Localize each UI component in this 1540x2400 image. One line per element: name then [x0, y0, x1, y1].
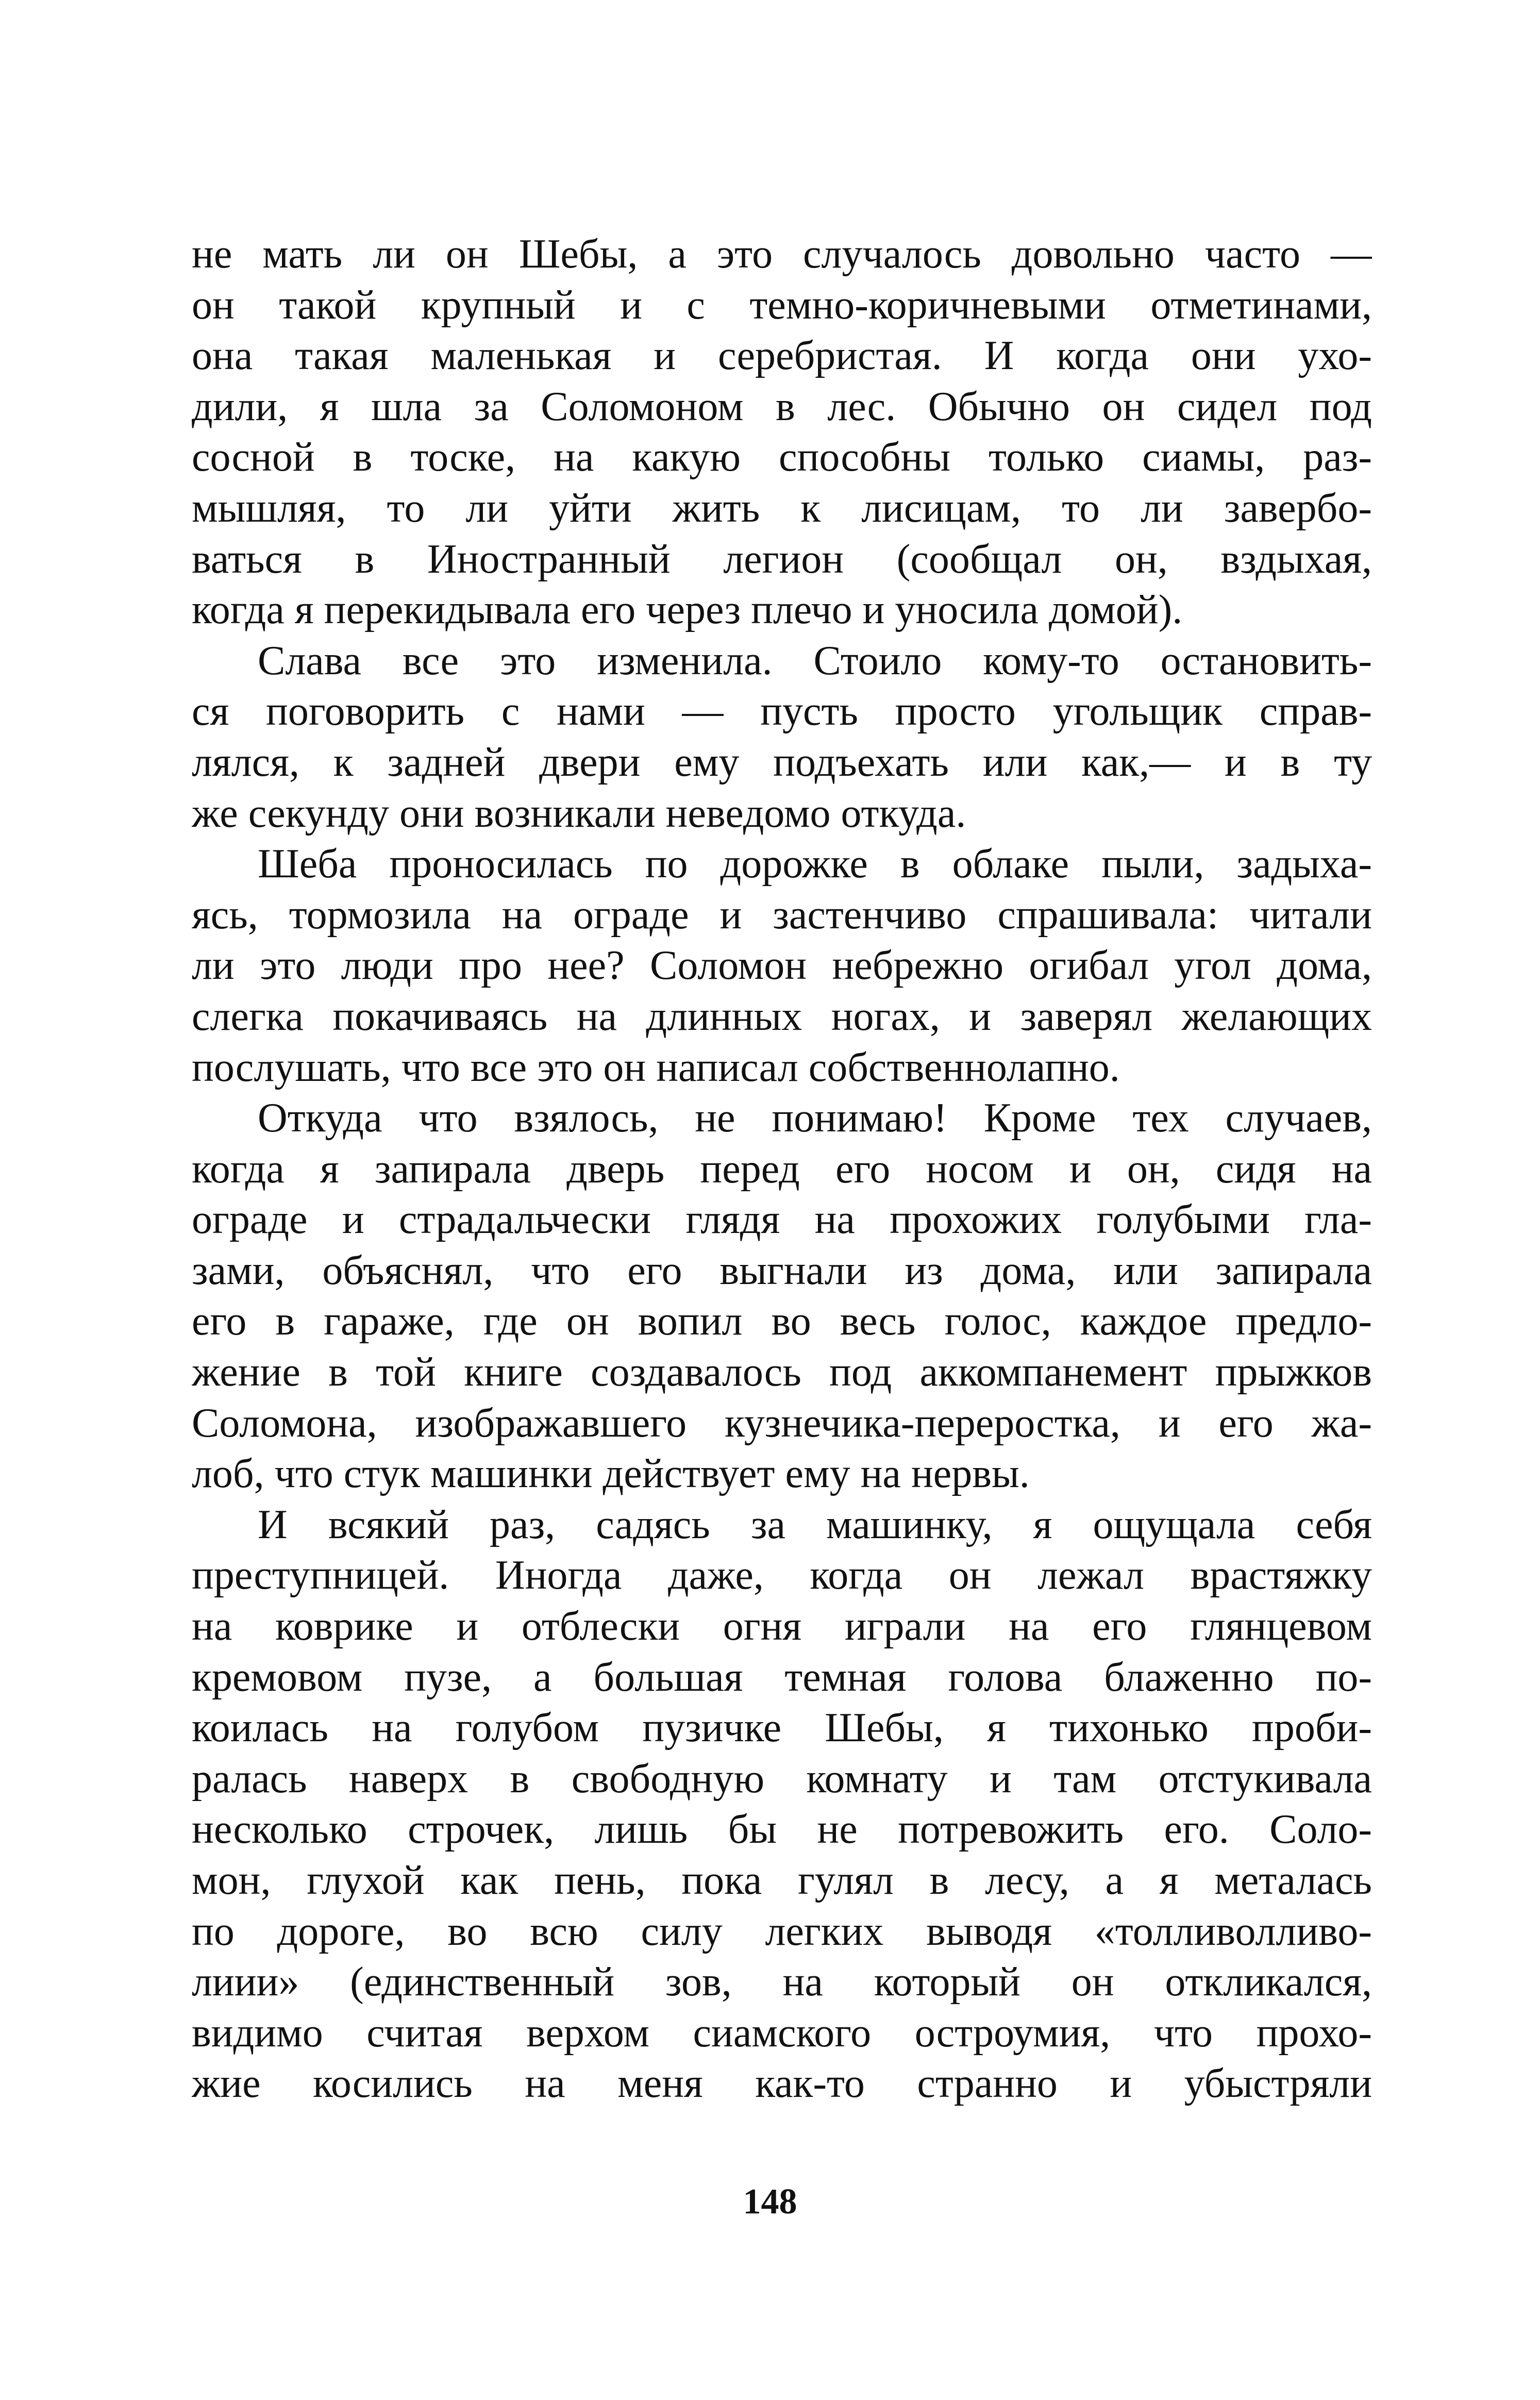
text-line: кремовом пузе, а большая темная голова блаженно по- [192, 1654, 1372, 1700]
text-line: не мать ли он Шебы, а это случалось довольно часто — [192, 231, 1372, 277]
text-line: ваться в Иностранный легион (сообщал он, вздыхая, [192, 536, 1372, 582]
text-line: зами, объяснял, что его выгнали из дома, или запирала [192, 1247, 1372, 1293]
text-line: жие косились на меня как-то странно и убыстряли [192, 2061, 1372, 2107]
page-number: 148 [743, 2182, 797, 2222]
text-line: Откуда что взялось, не понимаю! Кроме тех случаев, [258, 1095, 1372, 1141]
text-line: на коврике и отблески огня играли на его глянцевом [192, 1604, 1372, 1649]
text-line: когда я перекидывала его через плечо и уносила домой). [192, 587, 1183, 633]
text-line: лиии» (единственный зов, на который он откликался, [192, 1959, 1372, 2005]
text-line: ралась наверх в свободную комнату и там отстукивала [192, 1756, 1372, 1802]
text-line: сосной в тоске, на какую способны только сиамы, раз- [192, 435, 1372, 480]
text-line: лоб, что стук машинки действует ему на нервы. [192, 1451, 1030, 1497]
text-line: ся поговорить с нами — пусть просто угольщик справ- [192, 689, 1372, 735]
text-line: дили, я шла за Соломоном в лес. Обычно он сидел под [192, 384, 1372, 429]
text-line: слегка покачиваясь на длинных ногах, и заверял желающих [192, 993, 1372, 1039]
text-line: ограде и страдальчески глядя на прохожих голубыми гла- [192, 1197, 1372, 1243]
text-line: она такая маленькая и серебристая. И когда они ухо- [192, 333, 1372, 379]
text-line: несколько строчек, лишь бы не потревожить его. Соло- [192, 1807, 1372, 1853]
text-line: И всякий раз, садясь за машинку, я ощущала себя [258, 1502, 1372, 1547]
text-line: Слава все это изменила. Стоило кому-то остановить- [258, 638, 1372, 684]
text-line: ли это люди про нее? Соломон небрежно огибал угол дома, [192, 943, 1372, 989]
text-line: послушать, что все это он написал собственнолапно. [192, 1044, 1120, 1090]
paragraph-2 [192, 636, 1372, 839]
text-line: когда я запирала дверь перед его носом и он, сидя на [192, 1146, 1372, 1192]
paragraph-4 [192, 1093, 1372, 1499]
text-line: мон, глухой как пень, пока гулял в лесу, а я металась [192, 1858, 1372, 1903]
text-line: лялся, к задней двери ему подъехать или как,— и в ту [192, 739, 1372, 785]
text-line: Соломона, изображавшего кузнечика-переростка, и его жа- [192, 1400, 1372, 1446]
text-line: коилась на голубом пузичке Шебы, я тихонько проби- [192, 1705, 1372, 1751]
paragraph-3 [192, 839, 1372, 1093]
text-line: мышляя, то ли уйти жить к лисицам, то ли завербо- [192, 485, 1372, 531]
text-line: по дороге, во всю силу легких выводя «толливолливо- [192, 1908, 1372, 1954]
paragraph-5 [192, 1499, 1372, 2109]
text-line: видимо считая верхом сиамского остроумия, что прохо- [192, 2010, 1372, 2056]
text-line: жение в той книге создавалось под аккомпанемент прыжков [192, 1349, 1372, 1395]
text-line: он такой крупный и с темно-коричневыми отметинами, [192, 282, 1372, 328]
text-line: Шеба проносилась по дорожке в облаке пыли, задыха- [258, 841, 1372, 887]
paragraph-1 [192, 229, 1372, 636]
text-line: ясь, тормозила на ограде и застенчиво спрашивала: читали [192, 892, 1372, 938]
text-line: его в гараже, где он вопил во весь голос, каждое предло- [192, 1298, 1372, 1344]
page-body-text [192, 229, 1372, 2109]
text-line: же секунду они возникали неведомо откуда. [192, 790, 966, 836]
text-line: преступницей. Иногда даже, когда он лежал врастяжку [192, 1553, 1372, 1598]
